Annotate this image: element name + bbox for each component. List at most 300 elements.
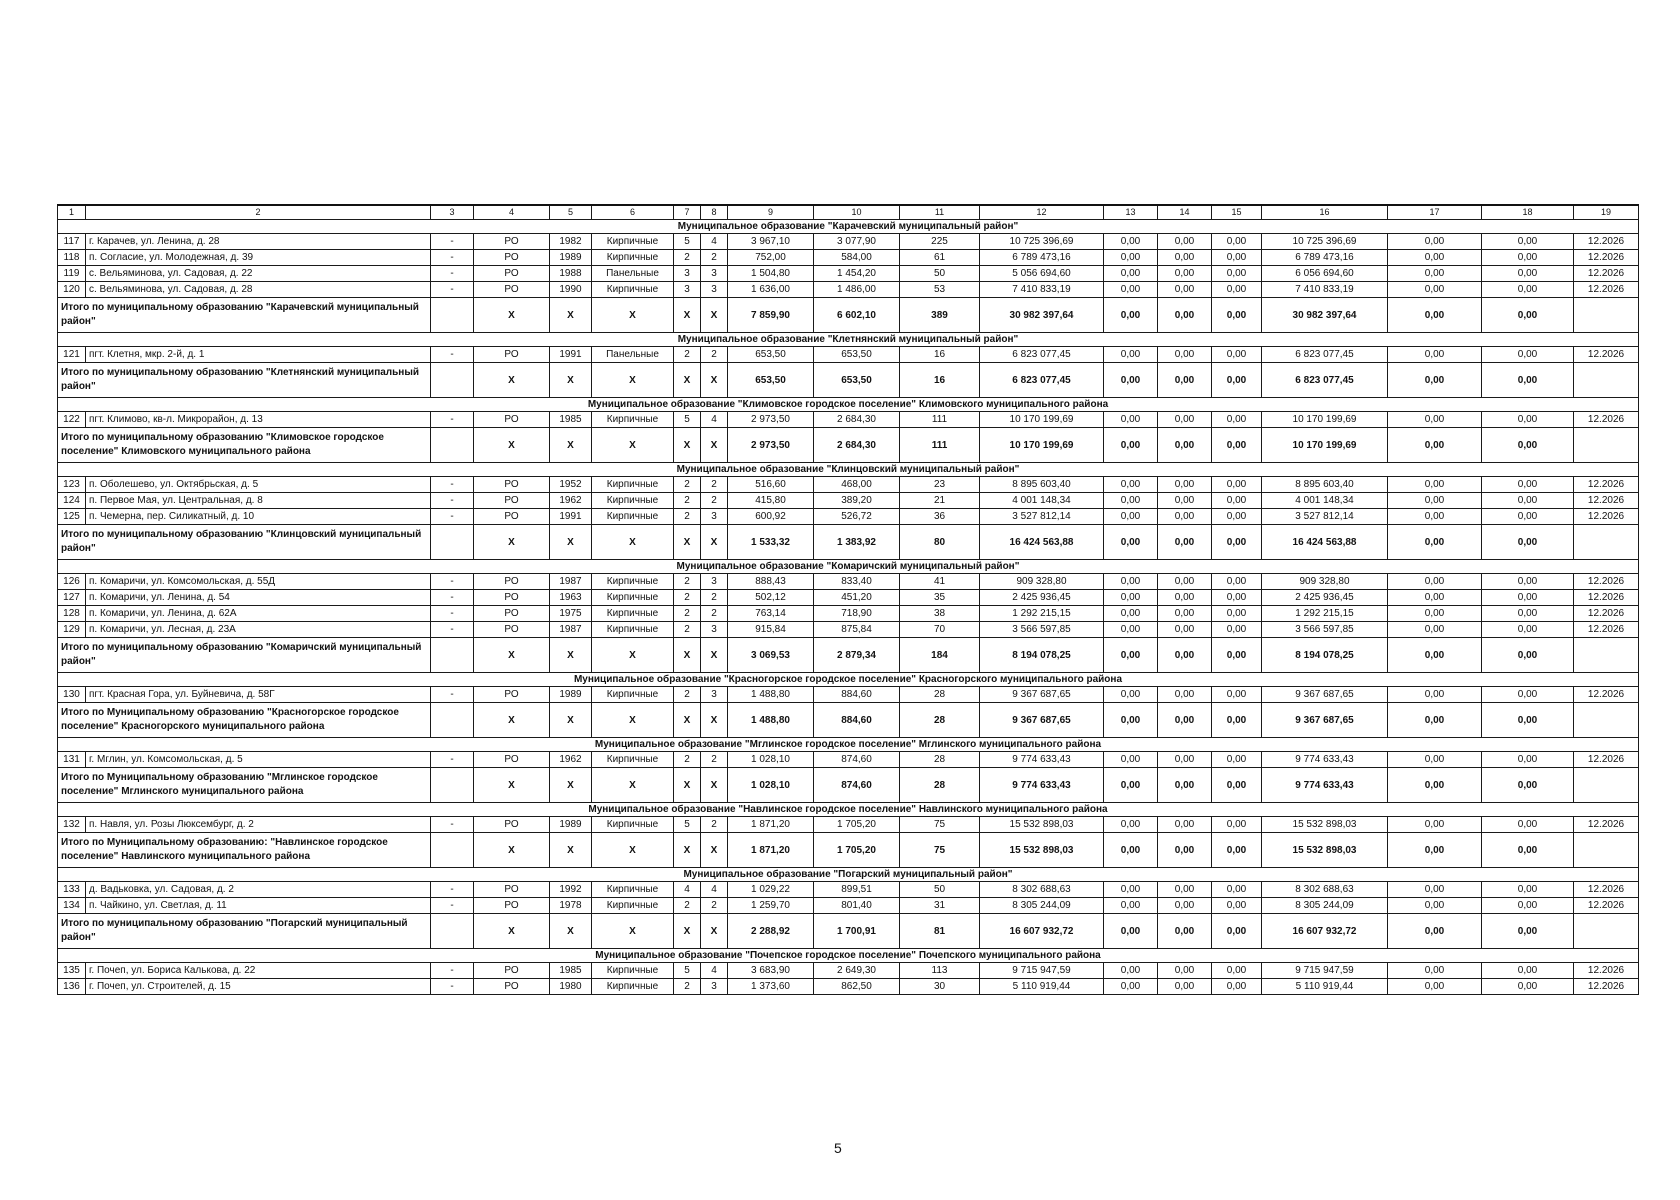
column-number-cell: 9 <box>728 205 814 220</box>
total-cell: 6 602,10 <box>814 298 900 333</box>
table-cell: Кирпичные <box>592 590 674 606</box>
table-cell: 3 <box>701 266 728 282</box>
section-total-row <box>58 525 1639 560</box>
total-cell: X <box>550 703 592 738</box>
table-cell: 909 328,80 <box>980 574 1104 590</box>
table-cell: 899,51 <box>814 882 900 898</box>
table-cell: 0,00 <box>1212 266 1262 282</box>
total-cell: 0,00 <box>1212 298 1262 333</box>
table-cell: 0,00 <box>1158 622 1212 638</box>
table-cell: 113 <box>900 963 980 979</box>
table-cell: 31 <box>900 898 980 914</box>
table-cell: 0,00 <box>1104 282 1158 298</box>
total-cell: 2 879,34 <box>814 638 900 673</box>
column-number-cell: 17 <box>1388 205 1482 220</box>
table-cell: 1989 <box>550 250 592 266</box>
total-cell: 81 <box>900 914 980 949</box>
table-cell: 12.2026 <box>1574 509 1639 525</box>
table-cell: 0,00 <box>1212 898 1262 914</box>
table-cell: 136 <box>58 979 86 995</box>
table-cell: 9 715 947,59 <box>980 963 1104 979</box>
table-cell: 0,00 <box>1482 477 1574 493</box>
total-cell: 884,60 <box>814 703 900 738</box>
total-cell: X <box>701 363 728 398</box>
total-cell: X <box>701 914 728 949</box>
table-cell: 50 <box>900 882 980 898</box>
table-cell: д. Вадьковка, ул. Садовая, д. 2 <box>86 882 431 898</box>
table-cell: Кирпичные <box>592 493 674 509</box>
table-cell: 0,00 <box>1482 234 1574 250</box>
table-cell: 763,14 <box>728 606 814 622</box>
table-cell: 0,00 <box>1482 606 1574 622</box>
table-cell: 0,00 <box>1158 606 1212 622</box>
total-cell: X <box>674 298 701 333</box>
section-title: Муниципальное образование "Мглинское городское поселение" Мглинского муниципального района <box>58 738 1639 752</box>
table-cell: 0,00 <box>1158 509 1212 525</box>
total-cell: 28 <box>900 703 980 738</box>
table-cell: Кирпичные <box>592 250 674 266</box>
total-cell: 16 <box>900 363 980 398</box>
table-cell: 2 <box>674 250 701 266</box>
table-cell: 0,00 <box>1212 477 1262 493</box>
table-cell: 1 486,00 <box>814 282 900 298</box>
table-cell: 130 <box>58 687 86 703</box>
total-cell: X <box>550 298 592 333</box>
table-cell: 0,00 <box>1104 250 1158 266</box>
table-cell: п. Первое Мая, ул. Центральная, д. 8 <box>86 493 431 509</box>
section-total-row <box>58 914 1639 949</box>
table-cell: п. Чайкино, ул. Светлая, д. 11 <box>86 898 431 914</box>
table-cell: 0,00 <box>1158 266 1212 282</box>
table-cell: 0,00 <box>1212 493 1262 509</box>
table-cell: 127 <box>58 590 86 606</box>
table-cell: 8 305 244,09 <box>980 898 1104 914</box>
section-title-row <box>58 673 1639 687</box>
table-cell: 121 <box>58 347 86 363</box>
table-cell: п. Чемерна, пер. Силикатный, д. 10 <box>86 509 431 525</box>
table-cell: 4 <box>701 963 728 979</box>
table-cell: 1 028,10 <box>728 752 814 768</box>
table-cell: 133 <box>58 882 86 898</box>
table-cell: 16 <box>900 347 980 363</box>
table-cell: 0,00 <box>1482 509 1574 525</box>
table-cell: 119 <box>58 266 86 282</box>
table-row <box>58 817 1639 833</box>
table-cell: РО <box>474 347 550 363</box>
table-cell: 12.2026 <box>1574 622 1639 638</box>
table-cell: 8 895 603,40 <box>1262 477 1388 493</box>
column-number-cell: 6 <box>592 205 674 220</box>
table-row <box>58 622 1639 638</box>
table-cell: 862,50 <box>814 979 900 995</box>
table-cell: РО <box>474 898 550 914</box>
total-cell: 0,00 <box>1388 768 1482 803</box>
total-cell: 0,00 <box>1104 703 1158 738</box>
total-cell: 0,00 <box>1158 428 1212 463</box>
table-cell: - <box>431 509 474 525</box>
table-cell: 10 170 199,69 <box>980 412 1104 428</box>
total-cell: 0,00 <box>1212 914 1262 949</box>
table-cell: 12.2026 <box>1574 752 1639 768</box>
section-total-row <box>58 363 1639 398</box>
section-title: Муниципальное образование "Навлинское городское поселение" Навлинского муниципального района <box>58 803 1639 817</box>
total-cell: 16 607 932,72 <box>980 914 1104 949</box>
table-cell: 36 <box>900 509 980 525</box>
table-row <box>58 590 1639 606</box>
total-cell: 2 973,50 <box>728 428 814 463</box>
total-cell: 0,00 <box>1104 638 1158 673</box>
table-cell: 1 504,80 <box>728 266 814 282</box>
table-cell: 0,00 <box>1482 493 1574 509</box>
table-cell: 0,00 <box>1388 574 1482 590</box>
total-cell: 1 871,20 <box>728 833 814 868</box>
table-cell: РО <box>474 250 550 266</box>
total-cell: X <box>550 525 592 560</box>
table-cell: РО <box>474 509 550 525</box>
total-cell: X <box>592 298 674 333</box>
table-cell: 1 871,20 <box>728 817 814 833</box>
total-cell: X <box>474 525 550 560</box>
total-cell: 1 705,20 <box>814 833 900 868</box>
section-title: Муниципальное образование "Карачевский муниципальный район" <box>58 220 1639 234</box>
table-cell: 0,00 <box>1482 752 1574 768</box>
total-cell <box>1574 363 1639 398</box>
table-cell: 0,00 <box>1388 282 1482 298</box>
total-cell: 0,00 <box>1158 638 1212 673</box>
table-cell: 3 <box>701 979 728 995</box>
table-cell: 0,00 <box>1388 963 1482 979</box>
column-number-cell: 4 <box>474 205 550 220</box>
table-cell: 3 527 812,14 <box>1262 509 1388 525</box>
table-cell: 0,00 <box>1388 412 1482 428</box>
table-cell: - <box>431 590 474 606</box>
table-cell: 2 <box>674 752 701 768</box>
total-cell: X <box>474 833 550 868</box>
table-row <box>58 606 1639 622</box>
table-cell: 0,00 <box>1158 477 1212 493</box>
table-row <box>58 282 1639 298</box>
table-cell: 1962 <box>550 493 592 509</box>
table-cell: 1 292 215,15 <box>1262 606 1388 622</box>
table-cell: 12.2026 <box>1574 412 1639 428</box>
total-cell: X <box>701 703 728 738</box>
total-cell: X <box>474 703 550 738</box>
table-cell: 2 <box>701 347 728 363</box>
table-cell: 2 <box>701 817 728 833</box>
table-cell: 1987 <box>550 622 592 638</box>
table-cell: 131 <box>58 752 86 768</box>
table-cell: 50 <box>900 266 980 282</box>
table-cell: 0,00 <box>1104 266 1158 282</box>
table-cell: 9 367 687,65 <box>980 687 1104 703</box>
total-cell: X <box>550 833 592 868</box>
total-cell: X <box>592 768 674 803</box>
table-cell: 0,00 <box>1212 687 1262 703</box>
table-cell: Кирпичные <box>592 687 674 703</box>
total-cell: 111 <box>900 428 980 463</box>
table-cell: 3 527 812,14 <box>980 509 1104 525</box>
total-cell: 0,00 <box>1212 703 1262 738</box>
total-cell: X <box>592 428 674 463</box>
table-cell: Кирпичные <box>592 817 674 833</box>
table-cell: 0,00 <box>1104 963 1158 979</box>
section-title-row <box>58 220 1639 234</box>
total-cell: 0,00 <box>1104 768 1158 803</box>
total-cell: X <box>701 428 728 463</box>
table-cell: 0,00 <box>1482 817 1574 833</box>
column-number-cell: 10 <box>814 205 900 220</box>
table-cell: 0,00 <box>1388 882 1482 898</box>
total-cell: X <box>674 914 701 949</box>
table-cell: 0,00 <box>1388 817 1482 833</box>
table-cell: 1988 <box>550 266 592 282</box>
table-cell: 3 <box>701 574 728 590</box>
table-cell: 2 649,30 <box>814 963 900 979</box>
table-cell: 126 <box>58 574 86 590</box>
table-cell: г. Почеп, ул. Бориса Калькова, д. 22 <box>86 963 431 979</box>
table-cell: - <box>431 882 474 898</box>
table-cell: 15 532 898,03 <box>1262 817 1388 833</box>
total-cell: 0,00 <box>1388 638 1482 673</box>
table-cell: - <box>431 574 474 590</box>
section-title: Муниципальное образование "Погарский муниципальный район" <box>58 868 1639 882</box>
table-cell: 5 <box>674 963 701 979</box>
total-cell <box>431 525 474 560</box>
table-cell: Кирпичные <box>592 622 674 638</box>
total-cell: 80 <box>900 525 980 560</box>
table-cell: 4 <box>701 882 728 898</box>
total-cell: X <box>674 638 701 673</box>
table-cell: 0,00 <box>1212 979 1262 995</box>
total-cell: 0,00 <box>1388 703 1482 738</box>
table-cell: 0,00 <box>1104 493 1158 509</box>
table-cell: 0,00 <box>1212 606 1262 622</box>
total-cell: X <box>701 833 728 868</box>
table-cell: п. Навля, ул. Розы Люксембург, д. 2 <box>86 817 431 833</box>
table-cell: Кирпичные <box>592 282 674 298</box>
table-cell: 75 <box>900 817 980 833</box>
table-cell: 4 001 148,34 <box>980 493 1104 509</box>
section-total-label: Итого по муниципальному образованию "Карачевский муниципальный район" <box>58 298 431 333</box>
table-cell: - <box>431 250 474 266</box>
total-cell: 0,00 <box>1104 428 1158 463</box>
column-number-row <box>58 205 1639 220</box>
table-cell: 0,00 <box>1388 606 1482 622</box>
table-row <box>58 477 1639 493</box>
table-cell: п. Комаричи, ул. Лесная, д. 23А <box>86 622 431 638</box>
table-cell: 2 <box>674 574 701 590</box>
total-cell: 75 <box>900 833 980 868</box>
table-cell: Кирпичные <box>592 882 674 898</box>
total-cell: 8 194 078,25 <box>1262 638 1388 673</box>
table-cell: 120 <box>58 282 86 298</box>
table-cell: 3 <box>701 509 728 525</box>
table-cell: 0,00 <box>1482 882 1574 898</box>
table-row <box>58 347 1639 363</box>
table-cell: 0,00 <box>1388 250 1482 266</box>
table-cell: 875,84 <box>814 622 900 638</box>
table-cell: - <box>431 412 474 428</box>
section-total-label: Итого по Муниципальному образованию "Мглинское городское поселение" Мглинского муниципального района <box>58 768 431 803</box>
table-cell: 0,00 <box>1104 590 1158 606</box>
total-cell: 0,00 <box>1104 298 1158 333</box>
section-total-row <box>58 833 1639 868</box>
register-table-container <box>57 204 1625 995</box>
table-cell: 5 110 919,44 <box>980 979 1104 995</box>
table-cell: 117 <box>58 234 86 250</box>
table-cell: 6 056 694,60 <box>1262 266 1388 282</box>
total-cell: 6 823 077,45 <box>1262 363 1388 398</box>
total-cell: 0,00 <box>1482 298 1574 333</box>
table-cell: 132 <box>58 817 86 833</box>
table-cell: 7 410 833,19 <box>1262 282 1388 298</box>
table-cell: 0,00 <box>1388 509 1482 525</box>
table-cell: Панельные <box>592 347 674 363</box>
section-total-label: Итого по муниципальному образованию "Комаричский муниципальный район" <box>58 638 431 673</box>
table-cell: 0,00 <box>1104 234 1158 250</box>
section-title: Муниципальное образование "Красногорское городское поселение" Красногорского муниципального района <box>58 673 1639 687</box>
table-cell: 4 001 148,34 <box>1262 493 1388 509</box>
total-cell: X <box>474 914 550 949</box>
table-cell: 0,00 <box>1388 687 1482 703</box>
table-row <box>58 752 1639 768</box>
table-cell: 41 <box>900 574 980 590</box>
total-cell: 0,00 <box>1158 914 1212 949</box>
total-cell: 0,00 <box>1158 525 1212 560</box>
table-cell: 0,00 <box>1212 574 1262 590</box>
table-cell: 0,00 <box>1158 882 1212 898</box>
total-cell: 0,00 <box>1212 363 1262 398</box>
table-cell: - <box>431 282 474 298</box>
table-cell: 0,00 <box>1482 347 1574 363</box>
total-cell: 8 194 078,25 <box>980 638 1104 673</box>
column-number-cell: 15 <box>1212 205 1262 220</box>
table-cell: 128 <box>58 606 86 622</box>
table-cell: - <box>431 234 474 250</box>
table-cell: 0,00 <box>1482 687 1574 703</box>
total-cell: 0,00 <box>1388 363 1482 398</box>
table-cell: 9 715 947,59 <box>1262 963 1388 979</box>
table-cell: 12.2026 <box>1574 574 1639 590</box>
table-cell: 122 <box>58 412 86 428</box>
total-cell: 0,00 <box>1482 768 1574 803</box>
table-cell: 0,00 <box>1212 250 1262 266</box>
table-cell: 718,90 <box>814 606 900 622</box>
section-title-row <box>58 949 1639 963</box>
table-cell: п. Комаричи, ул. Ленина, д. 54 <box>86 590 431 606</box>
table-cell: 1980 <box>550 979 592 995</box>
table-row <box>58 509 1639 525</box>
table-cell: 0,00 <box>1104 752 1158 768</box>
total-cell: X <box>674 428 701 463</box>
table-cell: 389,20 <box>814 493 900 509</box>
table-cell: 8 302 688,63 <box>980 882 1104 898</box>
table-cell: - <box>431 687 474 703</box>
table-row <box>58 979 1639 995</box>
table-cell: РО <box>474 412 550 428</box>
table-cell: 0,00 <box>1212 509 1262 525</box>
total-cell <box>431 363 474 398</box>
table-cell: 2 <box>701 590 728 606</box>
table-cell: 0,00 <box>1158 493 1212 509</box>
table-cell: РО <box>474 882 550 898</box>
section-total-label: Итого по Муниципальному образованию: "Навлинское городское поселение" Навлинского муниципального района <box>58 833 431 868</box>
total-cell: 0,00 <box>1482 914 1574 949</box>
table-cell: 8 305 244,09 <box>1262 898 1388 914</box>
table-cell: 3 <box>701 282 728 298</box>
table-cell: Кирпичные <box>592 898 674 914</box>
table-cell: РО <box>474 477 550 493</box>
table-cell: 0,00 <box>1482 250 1574 266</box>
total-cell: X <box>701 298 728 333</box>
column-number-cell: 3 <box>431 205 474 220</box>
table-cell: 2 425 936,45 <box>980 590 1104 606</box>
table-cell: пгт. Клетня, мкр. 2-й, д. 1 <box>86 347 431 363</box>
table-cell: - <box>431 606 474 622</box>
table-cell: п. Согласие, ул. Молодежная, д. 39 <box>86 250 431 266</box>
total-cell: X <box>592 525 674 560</box>
table-cell: 8 895 603,40 <box>980 477 1104 493</box>
table-cell: РО <box>474 234 550 250</box>
table-cell: 8 302 688,63 <box>1262 882 1388 898</box>
table-cell: 915,84 <box>728 622 814 638</box>
table-cell: 2 973,50 <box>728 412 814 428</box>
table-cell: Кирпичные <box>592 234 674 250</box>
table-cell: 0,00 <box>1388 979 1482 995</box>
total-cell: 0,00 <box>1158 768 1212 803</box>
table-cell: г. Карачев, ул. Ленина, д. 28 <box>86 234 431 250</box>
total-cell: 0,00 <box>1158 298 1212 333</box>
section-title-row <box>58 738 1639 752</box>
table-cell: 0,00 <box>1212 622 1262 638</box>
table-cell: 1 488,80 <box>728 687 814 703</box>
total-cell: X <box>592 703 674 738</box>
table-cell: 3 <box>701 687 728 703</box>
table-cell: РО <box>474 752 550 768</box>
column-number-cell: 14 <box>1158 205 1212 220</box>
table-cell: РО <box>474 622 550 638</box>
table-cell: 124 <box>58 493 86 509</box>
total-cell: 0,00 <box>1388 833 1482 868</box>
table-cell: РО <box>474 493 550 509</box>
table-cell: 6 789 473,16 <box>1262 250 1388 266</box>
column-number-cell: 13 <box>1104 205 1158 220</box>
table-cell: 3 566 597,85 <box>980 622 1104 638</box>
table-cell: 0,00 <box>1482 574 1574 590</box>
table-cell: 752,00 <box>728 250 814 266</box>
table-cell: 0,00 <box>1388 266 1482 282</box>
total-cell <box>431 703 474 738</box>
column-number-cell: 18 <box>1482 205 1574 220</box>
table-cell: 516,60 <box>728 477 814 493</box>
table-row <box>58 574 1639 590</box>
total-cell: 874,60 <box>814 768 900 803</box>
table-cell: 0,00 <box>1158 234 1212 250</box>
total-cell <box>1574 525 1639 560</box>
total-cell: 1 700,91 <box>814 914 900 949</box>
table-cell: 0,00 <box>1104 979 1158 995</box>
table-cell: 1985 <box>550 963 592 979</box>
table-cell: Кирпичные <box>592 963 674 979</box>
table-cell: 0,00 <box>1104 477 1158 493</box>
table-cell: Кирпичные <box>592 752 674 768</box>
total-cell: X <box>474 428 550 463</box>
table-cell: 6 823 077,45 <box>1262 347 1388 363</box>
total-cell <box>431 768 474 803</box>
table-cell: г. Мглин, ул. Комсомольская, д. 5 <box>86 752 431 768</box>
total-cell <box>1574 428 1639 463</box>
table-cell: 12.2026 <box>1574 590 1639 606</box>
